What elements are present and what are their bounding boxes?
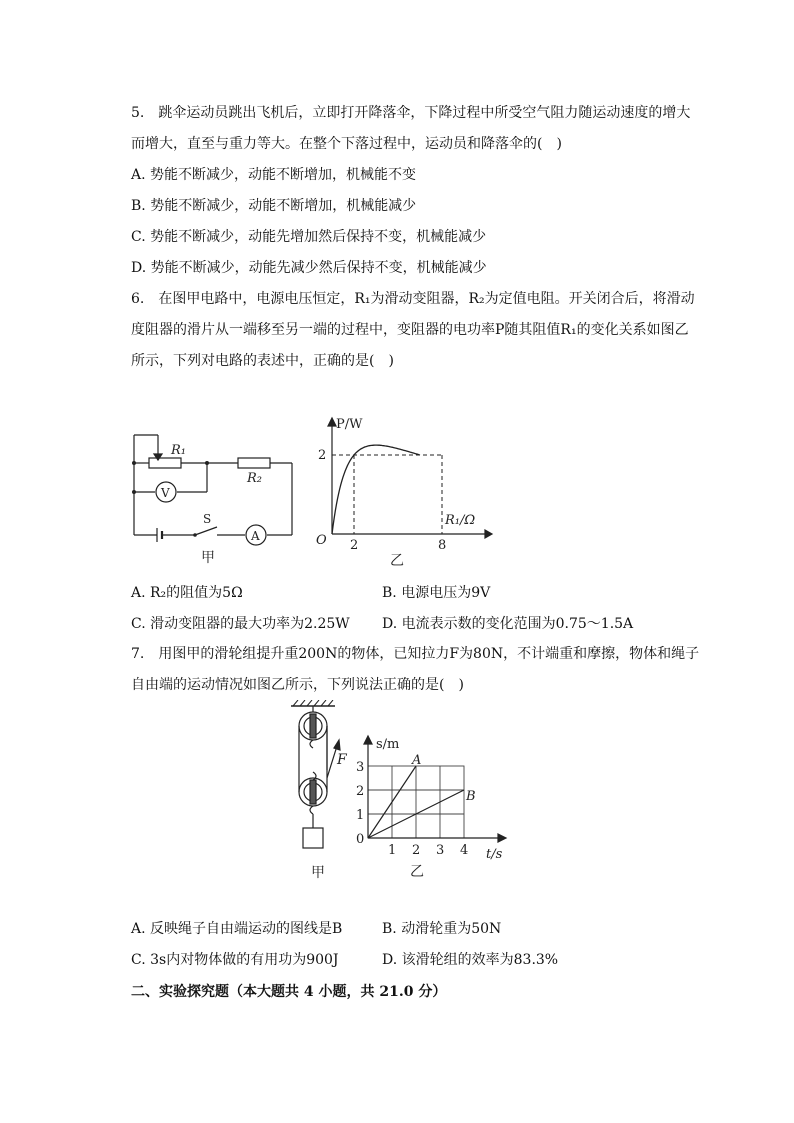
distance-graph-ytick-1: 1 [356,808,365,823]
power-graph [310,412,500,572]
distance-graph-xlabel: t/s [486,847,503,862]
section-heading: 二、实验探究题（本大题共 4 小题，共 21.0 分） [131,984,447,1000]
q6-option-d: D. 电流表示数的变化范围为0.75～1.5A [382,616,634,632]
q5-option-b: B. 势能不断减少，动能不断增加，机械能减少 [131,198,417,214]
circuit-ammeter-label: A [251,529,260,543]
circuit-r2-label: R₂ [247,471,262,486]
power-graph-origin: O [316,533,327,548]
distance-graph-ytick-0: 0 [356,832,365,847]
pulley-force-label: F [337,752,347,768]
circuit-diagram [125,420,300,570]
power-graph-ytick: 2 [318,448,327,463]
q5-option-c: C. 势能不断减少，动能先增加然后保持不变，机械能减少 [131,229,487,245]
power-graph-caption: 乙 [390,553,404,569]
circuit-r1-label: R₁ [171,443,186,458]
power-graph-ylabel: P/W [336,417,363,432]
q6-line1: 6. 在图甲电路中，电源电压恒定，R₁为滑动变阻器，R₂为定值电阻。开关闭合后，将滑动 [131,291,695,307]
power-graph-xlabel: R₁/Ω [445,513,476,528]
q6-option-b: B. 电源电压为9V [382,585,491,601]
q7-option-a: A. 反映绳子自由端运动的图线是B [131,921,343,937]
q6-option-c: C. 滑动变阻器的最大功率为2.25W [131,616,350,632]
line-a-label: A [412,753,422,768]
circuit-switch-label: S [203,512,212,526]
distance-graph [350,732,520,882]
power-curve [332,445,420,534]
pulley-caption: 甲 [311,865,325,880]
q6-line2: 度阻器的滑片从一端移至另一端的过程中，变阻器的电功率P随其阻值R₁的变化关系如图乙 [131,322,689,338]
q5-option-d: D. 势能不断减少，动能先减少然后保持不变，机械能减少 [131,260,487,276]
circuit-voltmeter-label: V [161,486,170,500]
q6-line3: 所示，下列对电路的表述中，正确的是( ) [131,353,394,369]
distance-graph-caption: 乙 [410,864,424,880]
q7-line2: 自由端的运动情况如图乙所示，下列说法正确的是( ) [131,677,464,693]
line-b-label: B [466,789,476,804]
distance-graph-ytick-3: 3 [356,760,365,775]
power-graph-xtick-2: 2 [350,538,359,553]
q7-option-b: B. 动滑轮重为50N [382,921,502,937]
power-graph-xtick-8: 8 [438,538,447,553]
q7-option-c: C. 3s内对物体做的有用功为900J [131,952,339,968]
distance-graph-xtick-4: 4 [460,843,469,858]
pulley-diagram [285,700,355,880]
distance-graph-ytick-2: 2 [356,784,365,799]
q5-line1: 5. 跳伞运动员跳出飞机后，立即打开降落伞，下降过程中所受空气阻力随运动速度的增大 [131,105,691,121]
distance-grid [368,766,464,838]
distance-graph-xtick-2: 2 [412,843,421,858]
q7-line1: 7. 用图甲的滑轮组提升重200N的物体，已知拉力F为80N，不计端重和摩擦，物体和绳子 [131,646,700,662]
circuit-caption: 甲 [201,550,215,566]
q6-option-a: A. R₂的阻值为5Ω [131,585,243,601]
distance-graph-xtick-3: 3 [436,843,445,858]
distance-graph-xtick-1: 1 [388,843,397,858]
q7-option-d: D. 该滑轮组的效率为83.3% [382,952,559,968]
q5-line2: 而增大，直至与重力等大。在整个下落过程中，运动员和降落伞的( ) [131,136,562,152]
q5-option-a: A. 势能不断减少，动能不断增加，机械能不变 [131,167,417,183]
distance-graph-ylabel: s/m [376,737,400,752]
